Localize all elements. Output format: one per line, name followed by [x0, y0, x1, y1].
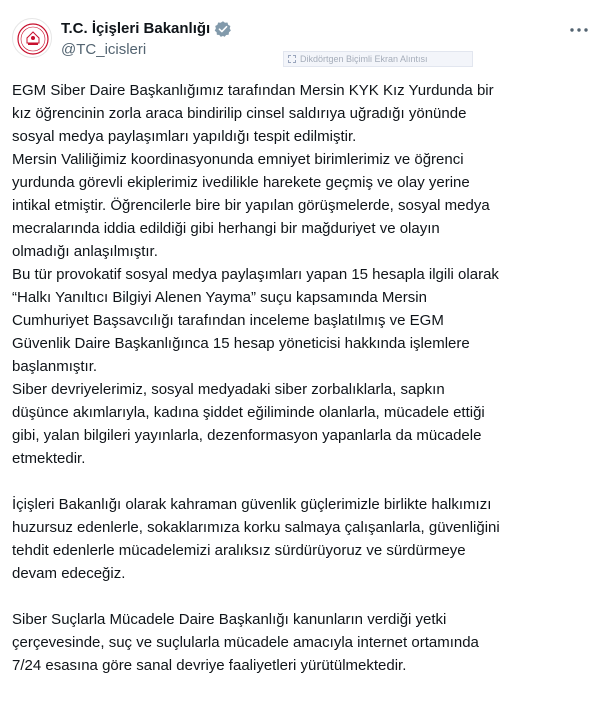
- tweet-text-line: olmadığı anlaşılmıştır.: [12, 243, 158, 260]
- account-handle[interactable]: @TC_icisleri: [61, 41, 147, 58]
- name-row: [61, 19, 232, 39]
- tweet-text-line: 7/24 esasına göre sanal devriye faaliyetleri yürütülmektedir.: [12, 657, 407, 674]
- tweet-text-line: huzursuz edenlerle, sokaklarımıza korku salmaya çalışanlarla, güvenliğini: [12, 519, 500, 536]
- tweet-paragraph: [12, 608, 596, 677]
- tweet-text-line: devam edeceğiz.: [12, 565, 126, 582]
- tweet-text-line: Güvenlik Daire Başkanlığınca 15 hesap yöneticisi hakkında işlemlere: [12, 335, 470, 352]
- paragraph-spacer: [12, 470, 596, 493]
- tweet-text-line: düşünce akımlarıyla, kadına şiddet eğiliminde olanlarla, mücadele ettiği: [12, 404, 485, 421]
- tweet-text-line: etmektedir.: [12, 450, 86, 467]
- tweet-text-line: gibi, yalan bilgileri yayınlarla, dezenformasyon yapanlarla da mücadele: [12, 427, 482, 444]
- tweet-paragraph: [12, 79, 596, 148]
- display-name[interactable]: T.C. İçişleri Bakanlığı: [61, 20, 211, 37]
- tweet-text-line: çerçevesinde, suç ve suçlularla mücadele amacıyla internet ortamında: [12, 634, 479, 651]
- tweet-paragraph: [12, 263, 596, 378]
- tweet-text-line: tehdit edenlerle mücadelemizi aralıksız sürdürüyoruz ve sürdürmeye: [12, 542, 466, 559]
- tweet-header: [0, 0, 604, 66]
- snip-tooltip-label: Dikdörtgen Biçimli Ekran Alıntısı: [300, 54, 428, 64]
- tweet-text-line: Mersin Valiliğimiz koordinasyonunda emniyet birimlerimiz ve öğrenci: [12, 151, 464, 168]
- more-horizontal-icon: [570, 28, 588, 32]
- tweet-paragraph: [12, 378, 596, 470]
- tweet-text-line: EGM Siber Daire Başkanlığımız tarafından Mersin KYK Kız Yurdunda bir: [12, 82, 494, 99]
- ministry-emblem-icon: [13, 19, 52, 58]
- tweet-paragraph: [12, 493, 596, 585]
- tweet-text-line: Siber Suçlarla Mücadele Daire Başkanlığı kanunların verdiği yetki: [12, 611, 447, 628]
- tweet-text-line: mecralarında iddia edildiği gibi herhangi bir mağduriyet ve olayın: [12, 220, 440, 237]
- tweet-text-line: yurdunda görevli ekiplerimiz ivedilikle harekete geçmiş ve olay yerine: [12, 174, 470, 191]
- snipping-tool-tooltip: [283, 51, 473, 67]
- tweet-text-line: intikal etmiştir. Öğrencilerle bire bir yapılan görüşmelerde, sosyal medya: [12, 197, 490, 214]
- tweet-text-line: Siber devriyelerimiz, sosyal medyadaki siber zorbalıklarla, sapkın: [12, 381, 445, 398]
- tweet-paragraph: [12, 148, 596, 263]
- avatar[interactable]: [12, 18, 52, 58]
- tweet-text-line: İçişleri Bakanlığı olarak kahraman güvenlik güçlerimizle birlikte halkımızı: [12, 496, 492, 513]
- tweet-text: [12, 79, 596, 677]
- tweet-text-line: kız öğrencinin zorla araca bindirilip cinsel saldırıya uğradığı yönünde: [12, 105, 467, 122]
- more-options-button[interactable]: [568, 20, 590, 40]
- tweet-text-line: sosyal medya paylaşımları yapıldığı tespit edilmiştir.: [12, 128, 357, 145]
- tweet-text-line: Cumhuriyet Başsavcılığı tarafından inceleme başlatılmış ve EGM: [12, 312, 444, 329]
- paragraph-spacer: [12, 585, 596, 608]
- tweet-text-line: Bu tür provokatif sosyal medya paylaşımları yapan 15 hesapla ilgili olarak: [12, 266, 499, 283]
- tweet-text-line: başlanmıştır.: [12, 358, 98, 375]
- tweet-text-line: “Halkı Yanıltıcı Bilgiyi Alenen Yayma” suçu kapsamında Mersin: [12, 289, 427, 306]
- rectangle-snip-icon: [288, 55, 296, 63]
- verified-badge-icon: [214, 20, 232, 38]
